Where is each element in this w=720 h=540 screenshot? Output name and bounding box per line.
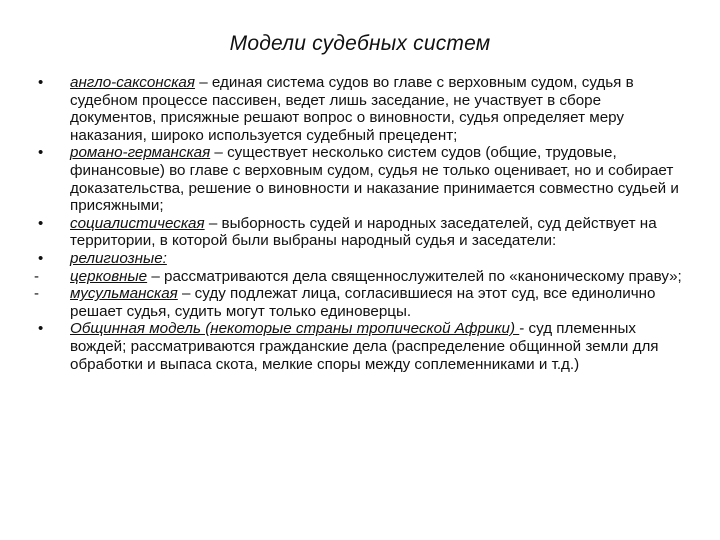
term: религиозные: — [70, 249, 167, 267]
list-item — [38, 250, 688, 268]
list-item — [38, 74, 688, 144]
item-text: – существует несколько систем судов (общие, трудовые, финансовые) во главе с верховным судом, судья не только оценивает, но и собирает доказательства, решение о виновности и наказание принимается совместно судьей и присяжными; — [70, 144, 679, 215]
bullet-list — [34, 74, 688, 373]
list-item — [38, 144, 688, 214]
list-item — [38, 215, 688, 250]
bullet-marker: • — [38, 144, 44, 162]
list-item — [34, 285, 688, 320]
slide-title: Модели судебных систем — [229, 32, 491, 55]
item-text: – суду подлежат лица, согласившиеся на этот суд, все единолично решает судья, судить могут только единоверцы. — [70, 285, 656, 320]
term: англо-саксонская — [70, 74, 195, 91]
list-item — [38, 320, 688, 373]
bullet-marker: • — [38, 320, 44, 338]
item-text: – единая система судов во главе с верховным судом, судья в судебном процессе пассивен, ведет лишь заседание, не участвует в сборе документов, присяжные решают вопрос о виновности, судья определяет меру наказания, широко используется судебный прецедент; — [70, 74, 634, 144]
list-item — [34, 267, 688, 286]
item-text: – рассматриваются дела священнослужителей по «каноническому праву»; — [147, 267, 682, 285]
term: романо-германская — [70, 144, 211, 162]
dash-marker: - — [34, 285, 39, 303]
bullet-marker: • — [38, 214, 44, 232]
bullet-marker: • — [38, 249, 44, 267]
term: церковные — [70, 267, 148, 285]
item-text: – выборность судей и народных заседателей, суд действует на территории, в которой были выбраны народный судья и заседатели: — [70, 214, 657, 250]
term: мусульманская — [70, 285, 178, 303]
term: социалистическая — [70, 214, 205, 232]
dash-marker: - — [34, 267, 39, 285]
term: Общинная модель (некоторые страны тропической Африки) — [70, 320, 520, 338]
bullet-marker: • — [38, 74, 44, 91]
item-text: - суд племенных вождей; рассматриваются гражданские дела (распределение общинной земли для обработки и выпаса скота, мелкие споры между соплеменниками и т.д.) — [70, 320, 659, 373]
